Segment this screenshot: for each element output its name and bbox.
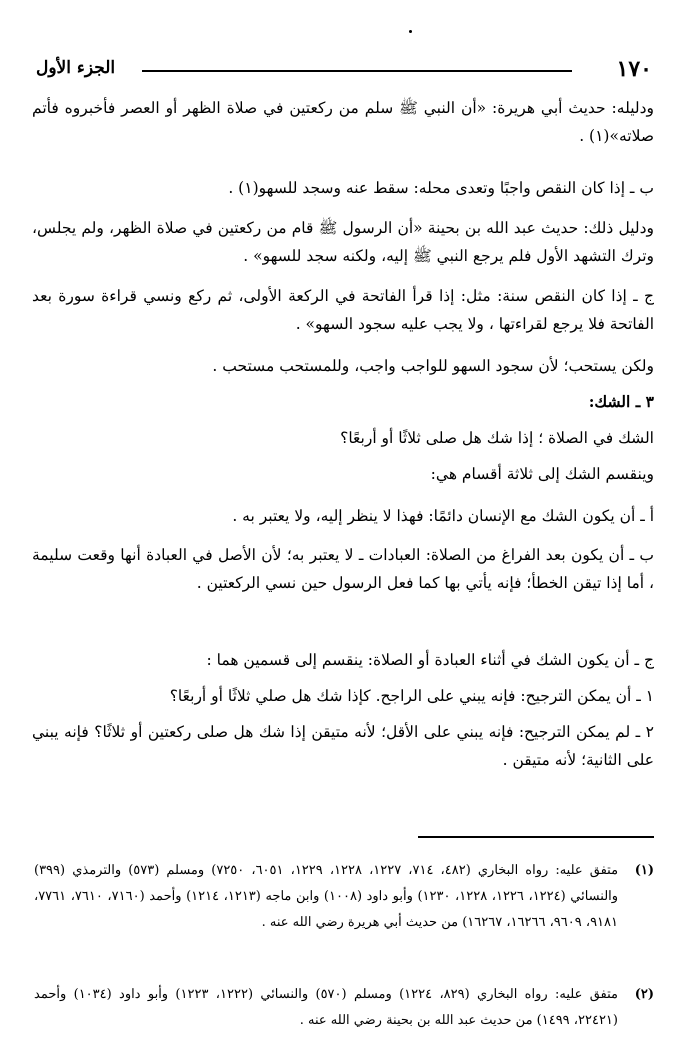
paragraph-case-c: ج ـ إذا كان النقص سنة: مثل: إذا قرأ الفاتحة في الركعة الأولى، ثم ركع ونسي قراءة سورة بعد الفاتحة فلا يرجع لقراءتها ، ولا يجب عليه سجود السهو» . [32,287,654,333]
footnote-text: متفق عليه: رواه البخاري (٤٨٢، ٧١٤، ١٢٢٧، ١٢٢٨، ١٢٢٩، ٦٠٥١، ٧٢٥٠) ومسلم (٥٧٣) والترمذي (٣٩٩) والنسائي (١٢٢٤، ١٢٢٦، ١٢٢٨، ١٢٣٠) وأبو داود (١٠٠٨) وابن ماجه (١٢١٣، ١٢١٤) وأحمد (٧١٦٠، ٧٦١٠، ٧٧٦١، ٩١٨١، ٩٦٠٩، ١٦٢٦٦، ١٦٢٦٧) من حديث أبي هريرة رضي الله عنه . [34,863,619,930]
paragraph-doubt-definition: الشك في الصلاة ؛ إذا شك هل صلى ثلاثًا أو أربعًا؟ [340,429,654,447]
paragraph-doubt-c2: ٢ ـ لم يمكن الترجيح: فإنه يبني على الأقل؛ لأنه متيقن إذا شك هل صلى ركعتين أو ثلاثًا؟ فإنه يبني على الثانية؛ لأنه متيقن . [32,723,654,769]
paragraph-doubt-c1: ١ ـ أن يمكن الترجيح: فإنه يبني على الراجح. كإذا شك هل صلي ثلاثًا أو أربعًا؟ [169,687,654,705]
running-title: الجزء الأول [36,58,116,78]
paragraph-evidence-1: ودليله: حديث أبي هريرة: «أن النبي ﷺ سلم من ركعتين في صلاة الظهر أو العصر فأخبروه فأتم صلاته»(١) . [32,99,654,145]
paragraph-doubt-b: ب ـ أن يكون بعد الفراغ من الصلاة: العبادات ـ لا يعتبر به؛ لأن الأصل في العبادة أنها وقعت سليمة ، أما إذا تيقن الخطأ؛ فإنه يأتي بها كما فعل الرسول حين نسي الركعتين . [32,546,654,592]
page-header [32,56,660,90]
footnote-number: (١) [634,863,654,878]
footnote-2 [34,982,654,1034]
header-rule [142,70,572,72]
paragraph-case-b: ب ـ إذا كان النقص واجبًا وتعدى محله: سقط عنه وسجد للسهو(١) . [228,179,654,197]
section-heading-doubt: ٣ ـ الشك: [588,392,654,411]
paragraph-doubt-c: ج ـ أن يكون الشك في أثناء العبادة أو الصلاة: ينقسم إلى قسمين هما : [206,651,654,669]
page-mark [409,30,412,33]
footnote-separator [418,836,654,838]
footnote-1 [34,858,654,936]
paragraph-doubt-a: أ ـ أن يكون الشك مع الإنسان دائمًا: فهذا لا ينظر إليه، ولا يعتبر به . [232,507,654,525]
paragraph-doubt-divisions: وينقسم الشك إلى ثلاثة أقسام هي: [430,465,654,483]
paragraph-recommended: ولكن يستحب؛ لأن سجود السهو للواجب واجب، وللمستحب مستحب . [212,357,654,375]
footnote-number: (٢) [634,987,654,1002]
footnote-text: متفق عليه: رواه البخاري (٨٢٩، ١٢٢٤) ومسلم (٥٧٠) والنسائي (١٢٢٢، ١٢٢٣) وأبو داود (١٠٣٤) وأحمد (٢٢٤٢١، ١٤٩٩) من حديث عبد الله بن بحينة رضي الله عنه . [34,987,618,1028]
paragraph-evidence-2: ودليل ذلك: حديث عبد الله بن بحينة «أن الرسول ﷺ قام من ركعتين في صلاة الظهر، ولم يجلس، وترك التشهد الأول فلم يرجع النبي ﷺ إليه، ولكنه سجد للسهو» . [32,219,654,265]
page-number: ١٧٠ [616,56,652,82]
